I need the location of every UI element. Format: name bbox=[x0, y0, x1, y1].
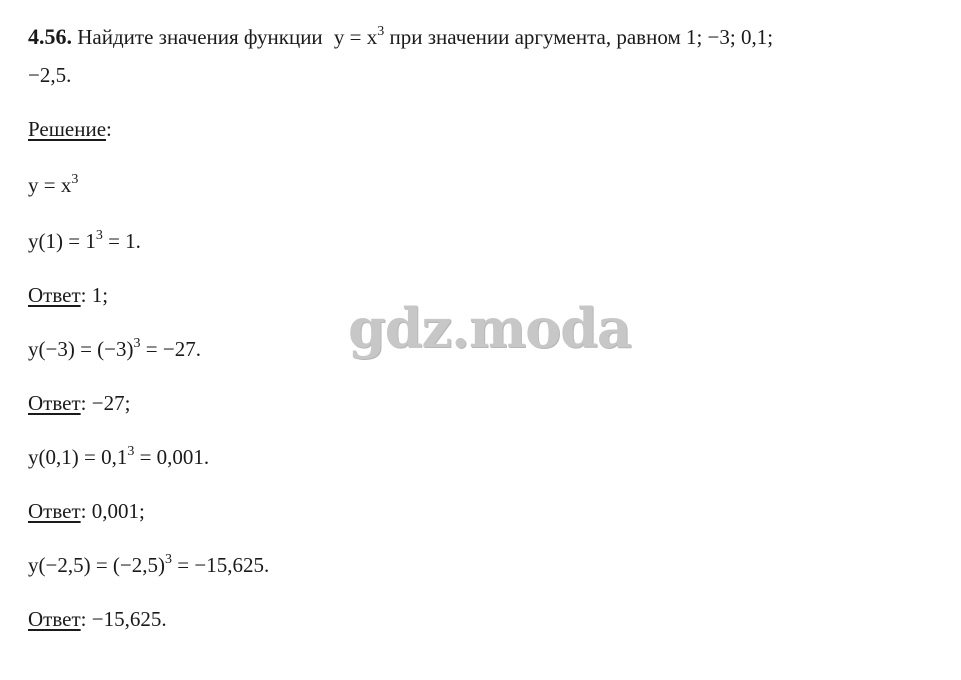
answer-label: Ответ bbox=[28, 499, 81, 523]
answer-4: Ответ: −15,625. bbox=[28, 607, 167, 631]
answer-1: Ответ: 1; bbox=[28, 283, 109, 307]
answer-2: Ответ: −27; bbox=[28, 391, 131, 415]
problem-function: $y = x^3$ bbox=[333, 24, 385, 49]
problem-text-after: при значении аргумента, равном 1; −3; 0,1; bbox=[389, 25, 774, 49]
problem-number: 4.56. bbox=[28, 24, 72, 49]
problem-statement-line1 bbox=[28, 24, 773, 50]
problem-statement-line2: −2,5. bbox=[28, 63, 72, 87]
problem-text-before: Найдите значения функции bbox=[77, 25, 323, 49]
answer-3: Ответ: 0,001; bbox=[28, 499, 145, 523]
answer-label: Ответ bbox=[28, 391, 81, 415]
step-1: $y(1) = 1^3 = 1$. bbox=[28, 228, 141, 253]
answer-label: Ответ bbox=[28, 607, 81, 631]
solution-label: Решение bbox=[28, 117, 107, 141]
step-2: $y(-3) = (-3)^3 = -27$. bbox=[28, 336, 201, 361]
function-definition: $y = x^3$ bbox=[28, 172, 79, 197]
answer-label: Ответ bbox=[28, 283, 81, 307]
step-3: $y(0,1) = 0,1^3 = 0,001$. bbox=[28, 444, 210, 469]
step-4: $y(-2,5) = (-2,5)^3 = -15,625$. bbox=[28, 552, 270, 577]
solution-heading: Решение: bbox=[28, 117, 112, 141]
watermark-logo: gdz.moda bbox=[348, 296, 631, 360]
